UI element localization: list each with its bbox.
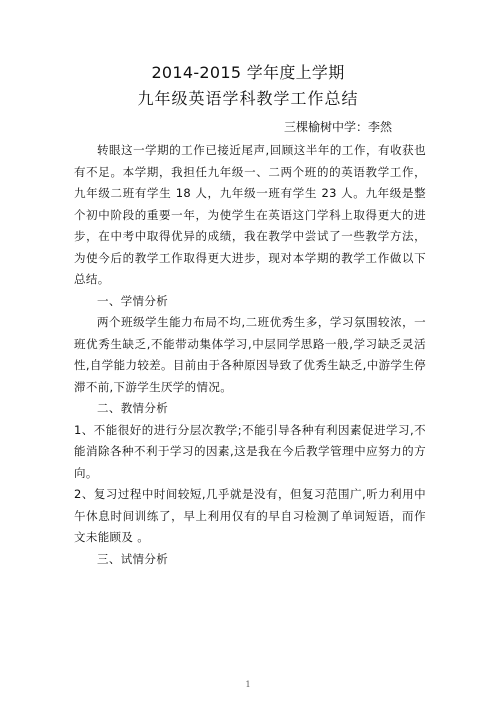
page-number: 1 [245,680,251,689]
document-title-line1: 2014-2015 学年度上学期 [151,63,345,82]
section-heading-teaching-analysis: 二、教情分析 [97,401,169,415]
author-line: 三棵榆树中学：李然 [283,120,392,134]
document-title-line2: 九年级英语学科教学工作总结 [137,89,359,108]
section-heading-student-analysis: 一、学情分析 [97,293,169,308]
paragraph-teaching-item-2: 2、复习过程中时间较短,几乎就是没有，但复习范围广,听力利用中午休息时间训练了，早上利用仅有的早自习检测了单词短语，而作文未能顾及 。 [74,487,426,544]
paragraph-intro: 转眼这一学期的工作已接近尾声,回顾这半年的工作，有收获也有不足。本学期，我担任九年级一、二两个班的的英语教学工作，九年级二班有学生 18 人，九年级一班有学生 23 人。九年级是整个初中阶段的重要一年，为使学生在英语这门学科上取得更大的进步，在中考中取得优异的成绩，我在教学中尝试了一些教学方法，为使今后的教学工作取得更大进步，现对本学期的教学工作做以下总结。 [74,143,426,286]
section-heading-exam-analysis: 三、试情分析 [97,551,169,566]
document-body [74,140,426,570]
paragraph-teaching-item-1: 1、不能很好的进行分层次教学;不能引导各种有利因素促进学习,不能消除各种不利于学习的因素,这是我在今后教学管理中应努力的方向。 [74,422,426,480]
paragraph-student-analysis: 两个班级学生能力布局不均,二班优秀生多，学习氛围较浓，一班优秀生缺乏,不能带动集体学习,中层同学思路一般,学习缺乏灵活性,自学能力较差。目前由于各种原因导致了优秀生缺乏,中游学生停滞不前,下游学生厌学的情况。 [74,315,426,394]
